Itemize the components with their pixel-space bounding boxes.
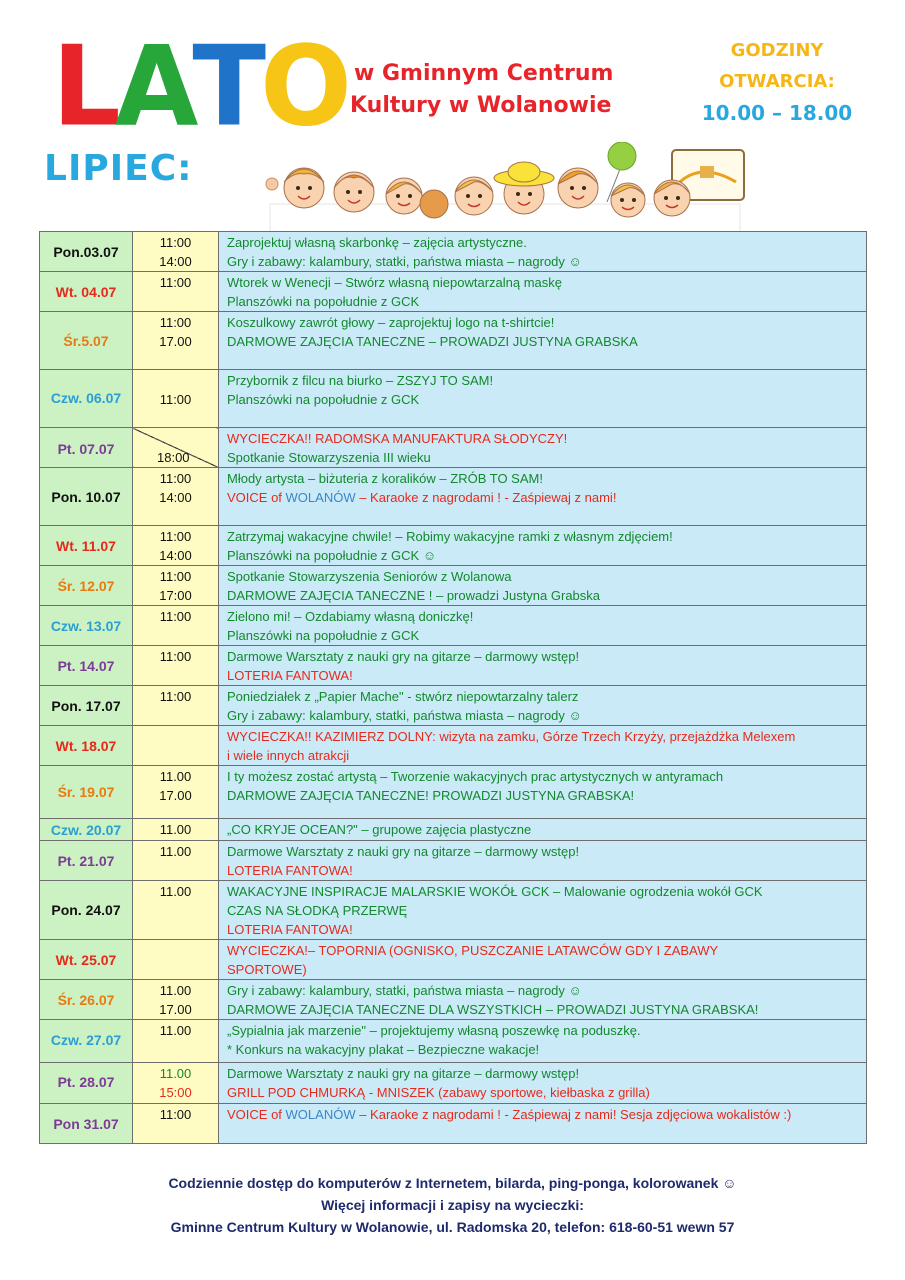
schedule-time-value: 11:00: [159, 1107, 192, 1122]
schedule-day: Wt. 04.07: [40, 272, 133, 312]
schedule-description: [219, 232, 867, 272]
schedule-row: [40, 646, 867, 686]
schedule-activity: * Konkurs na wakacyjny plakat – Bezpieczne wakacje!: [227, 1042, 540, 1057]
schedule-time: [133, 370, 219, 428]
schedule-time: [133, 606, 219, 646]
schedule-activity: Spotkanie Stowarzyszenia III wieku: [227, 450, 431, 465]
schedule-day: Śr. 12.07: [40, 566, 133, 606]
schedule-activity: [227, 1105, 866, 1124]
schedule-row: [40, 468, 867, 526]
schedule-day: Pon. 17.07: [40, 686, 133, 726]
schedule-time: [133, 881, 219, 940]
schedule-activity: Zielono mi! – Ozdabiamy własną doniczkę!: [227, 609, 474, 624]
schedule-time: [133, 312, 219, 370]
schedule-time-value: 14:00: [159, 254, 192, 269]
opening-hours-label2: OTWARCIA:: [719, 71, 835, 92]
lato-letter-t: T: [192, 23, 261, 152]
schedule-description: [219, 428, 867, 468]
schedule-day: Pon.03.07: [40, 232, 133, 272]
schedule-activity: Darmowe Warsztaty z nauki gry na gitarze – darmowy wstęp!: [227, 649, 580, 664]
schedule-activity: WYCIECZKA!! KAZIMIERZ DOLNY: wizyta na zamku, Górze Trzech Krzyży, przejażdżka Melexem: [227, 729, 796, 744]
schedule-activity: Planszówki na popołudnie z GCK: [227, 294, 420, 309]
venue-title: [350, 58, 680, 122]
schedule-body: [40, 232, 867, 1144]
venue-title-line1: w Gminnym Centrum: [354, 61, 614, 86]
footer-address: Gminne Centrum Kultury w Wolanowie, ul. Radomska 20, telefon: 618-60-51 wewn 57: [170, 1219, 735, 1235]
schedule-row: [40, 726, 867, 766]
schedule-time: [133, 819, 219, 841]
kids-illustration: [262, 142, 752, 234]
schedule-description: [219, 1104, 867, 1144]
schedule-activity: WYCIECZKA!! RADOMSKA MANUFAKTURA SŁODYCZY!: [227, 431, 568, 446]
schedule-row: [40, 566, 867, 606]
schedule-day: Pt. 07.07: [40, 428, 133, 468]
schedule-time: [133, 726, 219, 766]
schedule-time: [133, 272, 219, 312]
schedule-activity: „CO KRYJE OCEAN?" – grupowe zajęcia plastyczne: [227, 822, 532, 837]
schedule-description: [219, 606, 867, 646]
schedule-time-value: 11:00: [159, 391, 192, 407]
schedule-time-value: 17:00: [159, 588, 192, 603]
schedule-activity: Planszówki na popołudnie z GCK ☺: [227, 548, 437, 563]
schedule-time: [133, 566, 219, 606]
voice-prefix: VOICE of: [227, 490, 286, 505]
schedule-row: [40, 686, 867, 726]
schedule-activity: Darmowe Warsztaty z nauki gry na gitarze – darmowy wstęp!: [227, 844, 580, 859]
schedule-time-value: 18:00: [157, 450, 190, 465]
schedule-activity: Gry i zabawy: kalambury, statki, państwa miasta – nagrody ☺: [227, 254, 582, 269]
schedule-time-value: 17.00: [159, 788, 192, 803]
opening-hours-label1: GODZINY: [730, 40, 824, 61]
schedule-table: [39, 231, 867, 1144]
schedule-activity: Gry i zabawy: kalambury, statki, państwa miasta – nagrody ☺: [227, 983, 582, 998]
schedule-row: [40, 841, 867, 881]
schedule-description: [219, 841, 867, 881]
footer-more-info: Więcej informacji i zapisy na wycieczki:: [321, 1197, 584, 1213]
schedule-activity: [227, 488, 866, 507]
schedule-activity: „Sypialnia jak marzenie" – projektujemy własną poszewkę na poduszkę.: [227, 1023, 641, 1038]
schedule-row: [40, 606, 867, 646]
schedule-description: [219, 566, 867, 606]
schedule-time: [133, 1063, 219, 1104]
schedule-activity: Planszówki na popołudnie z GCK: [227, 628, 420, 643]
schedule-day: Czw. 13.07: [40, 606, 133, 646]
schedule-day: Wt. 25.07: [40, 940, 133, 980]
schedule-row: [40, 312, 867, 370]
schedule-activity: Przybornik z filcu na biurko – ZSZYJ TO SAM!: [227, 373, 494, 388]
schedule-description: [219, 526, 867, 566]
schedule-day: Wt. 11.07: [40, 526, 133, 566]
schedule-activity: Koszulkowy zawrót głowy – zaprojektuj logo na t-shirtcie!: [227, 315, 555, 330]
schedule-row: [40, 272, 867, 312]
schedule-day: Śr. 19.07: [40, 766, 133, 819]
schedule-day: Czw. 06.07: [40, 370, 133, 428]
schedule-row: [40, 1020, 867, 1063]
lato-logo: [52, 23, 346, 152]
schedule-row: [40, 526, 867, 566]
schedule-description: [219, 468, 867, 526]
schedule-activity: i wiele innych atrakcji: [227, 748, 350, 763]
schedule-activity: Spotkanie Stowarzyszenia Seniorów z Wolanowa: [227, 569, 512, 584]
schedule-activity: GRILL POD CHMURKĄ - MNISZEK (zabawy sportowe, kiełbaska z grilla): [227, 1085, 650, 1100]
schedule-time-value: 14:00: [159, 490, 192, 505]
schedule-activity: Gry i zabawy: kalambury, statki, państwa miasta – nagrody ☺: [227, 708, 582, 723]
schedule-time: [133, 646, 219, 686]
schedule-activity: LOTERIA FANTOWA!: [227, 668, 353, 683]
schedule-time-value: 11:00: [159, 315, 192, 330]
schedule-activity: DARMOWE ZAJĘCIA TANECZNE DLA WSZYSTKICH – PROWADZI JUSTYNA GRABSKA!: [227, 1002, 759, 1017]
schedule-day: Pt. 14.07: [40, 646, 133, 686]
schedule-day: Czw. 27.07: [40, 1020, 133, 1063]
schedule-row: [40, 940, 867, 980]
schedule-day: Wt. 18.07: [40, 726, 133, 766]
schedule-row: [40, 766, 867, 819]
schedule-activity: I ty możesz zostać artystą – Tworzenie wakacyjnych prac artystycznych w antyramach: [227, 769, 724, 784]
schedule-row: [40, 980, 867, 1020]
schedule-time: [133, 940, 219, 980]
schedule-activity: LOTERIA FANTOWA!: [227, 922, 353, 937]
schedule-description: [219, 980, 867, 1020]
schedule-time-value: 11:00: [159, 235, 192, 250]
schedule-day: Pon 31.07: [40, 1104, 133, 1144]
schedule-time-value: 11:00: [159, 649, 192, 664]
schedule-time: [133, 468, 219, 526]
schedule-activity: Zatrzymaj wakacyjne chwile! – Robimy wakacyjne ramki z własnym zdjęciem!: [227, 529, 673, 544]
schedule-time-value: 11:00: [159, 569, 192, 584]
schedule-activity: DARMOWE ZAJĘCIA TANECZNE! PROWADZI JUSTYNA GRABSKA!: [227, 788, 635, 803]
lato-letter-l: L: [52, 23, 115, 152]
schedule-row: [40, 232, 867, 272]
lato-letter-a: A: [114, 23, 193, 152]
schedule-day: Pon. 10.07: [40, 468, 133, 526]
schedule-activity: Poniedziałek z „Papier Mache" - stwórz niepowtarzalny talerz: [227, 689, 579, 704]
schedule-row: [40, 881, 867, 940]
schedule-time-value: 14:00: [159, 548, 192, 563]
schedule-time-value: 11:00: [159, 471, 192, 486]
schedule-time-value: 15:00: [159, 1085, 192, 1100]
schedule-description: [219, 766, 867, 819]
schedule-time: [133, 841, 219, 881]
footer-info: [0, 1172, 905, 1238]
footer-daily-access: Codziennie dostęp do komputerów z Internetem, bilarda, ping-ponga, kolorowanek ☺: [168, 1175, 737, 1191]
schedule-description: [219, 881, 867, 940]
schedule-row: [40, 428, 867, 468]
schedule-activity: DARMOWE ZAJĘCIA TANECZNE ! – prowadzi Justyna Grabska: [227, 588, 601, 603]
venue-title-line2: Kultury w Wolanowie: [350, 93, 612, 118]
schedule-day: Czw. 20.07: [40, 819, 133, 841]
schedule-time: [133, 526, 219, 566]
schedule-time: [133, 428, 219, 468]
schedule-activity: SPORTOWE): [227, 962, 307, 977]
schedule-time-value: 11.00: [159, 844, 192, 859]
schedule-time-value: 11:00: [159, 609, 192, 624]
voice-name: WOLANÓW: [285, 1107, 356, 1122]
schedule-description: [219, 646, 867, 686]
schedule-day: Śr. 26.07: [40, 980, 133, 1020]
schedule-activity: Młody artysta – biżuteria z koralików – ZRÓB TO SAM!: [227, 471, 543, 486]
voice-rest: – Karaoke z nagrodami ! - Zaśpiewaj z nami!: [355, 490, 617, 505]
schedule-day: Śr.5.07: [40, 312, 133, 370]
schedule-activity: Wtorek w Wenecji – Stwórz własną niepowtarzalną maskę: [227, 275, 563, 290]
schedule-time-value: 11.00: [159, 1066, 192, 1081]
schedule-time: [133, 686, 219, 726]
schedule-activity: DARMOWE ZAJĘCIA TANECZNE – PROWADZI JUSTYNA GRABSKA: [227, 334, 638, 349]
lato-letter-o: O: [260, 23, 346, 152]
schedule-description: [219, 819, 867, 841]
schedule-day: Pt. 28.07: [40, 1063, 133, 1104]
schedule-time-value: 11.00: [159, 822, 192, 837]
schedule-row: [40, 819, 867, 841]
schedule-day: Pon. 24.07: [40, 881, 133, 940]
voice-name: WOLANÓW: [285, 490, 356, 505]
month-heading: LIPIEC:: [44, 148, 193, 189]
schedule-time: [133, 980, 219, 1020]
schedule-time-value: 11:00: [159, 275, 192, 290]
voice-rest: – Karaoke z nagrodami ! - Zaśpiewaj z nami! Sesja zdjęciowa wokalistów :): [355, 1107, 792, 1122]
schedule-activity: Darmowe Warsztaty z nauki gry na gitarze – darmowy wstęp!: [227, 1066, 580, 1081]
schedule-time: [133, 766, 219, 819]
schedule-row: [40, 1104, 867, 1144]
opening-hours-value: 10.00 – 18.00: [701, 101, 853, 125]
schedule-description: [219, 312, 867, 370]
schedule-time: [133, 1104, 219, 1144]
schedule-time-value: 11.00: [159, 884, 192, 899]
schedule-description: [219, 686, 867, 726]
schedule-time-value: 11:00: [159, 689, 192, 704]
schedule-description: [219, 940, 867, 980]
schedule-day: Pt. 21.07: [40, 841, 133, 881]
schedule-time-value: 11.00: [159, 983, 192, 998]
schedule-activity: WYCIECZKA!– TOPORNIA (OGNISKO, PUSZCZANIE LATAWCÓW GDY I ZABAWY: [227, 943, 719, 958]
schedule-activity: WAKACYJNE INSPIRACJE MALARSKIE WOKÓŁ GCK – Malowanie ogrodzenia wokół GCK: [227, 884, 763, 899]
schedule-description: [219, 1020, 867, 1063]
schedule-time-value: 17.00: [159, 334, 192, 349]
schedule-activity: Planszówki na popołudnie z GCK: [227, 392, 420, 407]
schedule-activity: LOTERIA FANTOWA!: [227, 863, 353, 878]
voice-prefix: VOICE of: [227, 1107, 286, 1122]
schedule-time-value: 11.00: [159, 1023, 192, 1038]
schedule-activity: CZAS NA SŁODKĄ PRZERWĘ: [227, 903, 408, 918]
schedule-activity: Zaprojektuj własną skarbonkę – zajęcia artystyczne.: [227, 235, 527, 250]
schedule-description: [219, 370, 867, 428]
schedule-description: [219, 272, 867, 312]
schedule-time-value: 11:00: [159, 529, 192, 544]
schedule-time: [133, 232, 219, 272]
schedule-row: [40, 1063, 867, 1104]
schedule-time-value: 17.00: [159, 1002, 192, 1017]
schedule-row: [40, 370, 867, 428]
schedule-description: [219, 726, 867, 766]
schedule-time: [133, 1020, 219, 1063]
schedule-description: [219, 1063, 867, 1104]
schedule-time-value: 11.00: [159, 769, 192, 784]
opening-hours: [688, 35, 866, 129]
